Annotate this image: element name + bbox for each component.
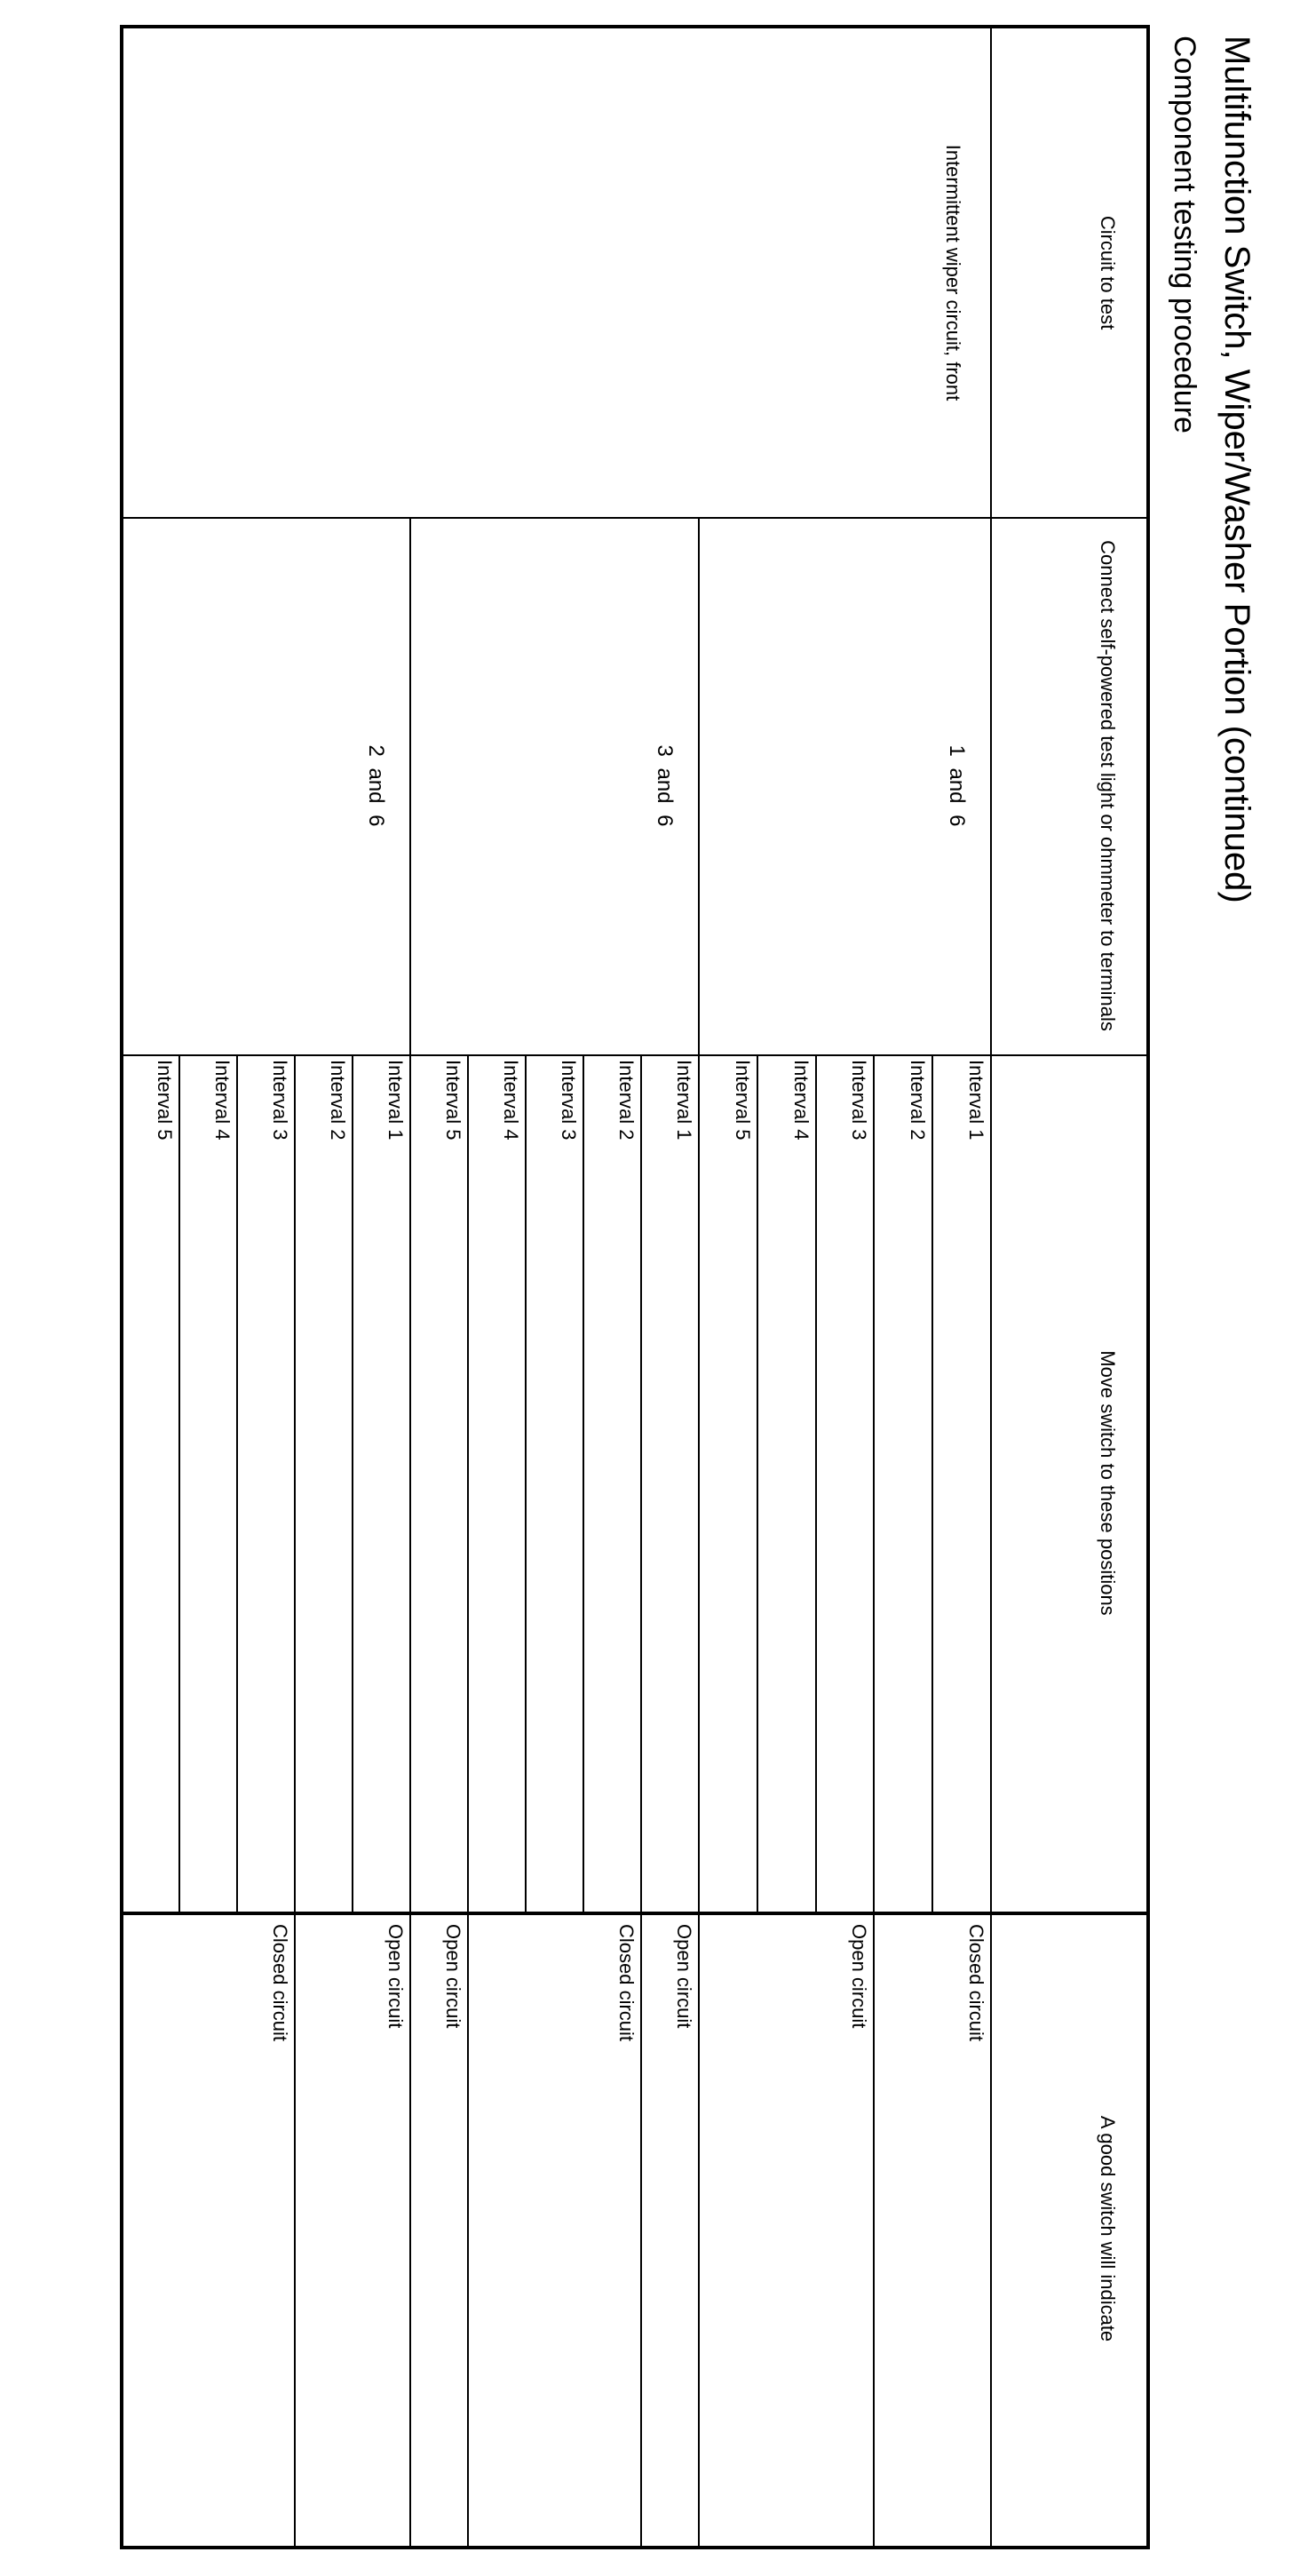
indication-cell: Closed circuit bbox=[615, 1924, 638, 2042]
position-cell: Interval 4 bbox=[500, 1060, 522, 1141]
indication-cell: Open circuit bbox=[442, 1924, 464, 2029]
indication-cell: Open circuit bbox=[384, 1924, 407, 2029]
position-cell: Interval 1 bbox=[965, 1060, 987, 1141]
header-terminals: Connect self-powered test light or ohmmeter to terminals bbox=[1097, 540, 1119, 1031]
page-title: Multifunction Switch, Wiper/Washer Portion (continued) bbox=[1217, 36, 1256, 903]
position-cell: Interval 3 bbox=[558, 1060, 580, 1141]
position-cell: Interval 3 bbox=[269, 1060, 291, 1141]
position-cell: Interval 4 bbox=[211, 1060, 234, 1141]
terminal-cell: 2 and 6 bbox=[364, 744, 388, 827]
header-positions: Move switch to these positions bbox=[1097, 1350, 1119, 1616]
component-test-table bbox=[120, 25, 1150, 2549]
circuit-cell: Intermittent wiper circuit, front bbox=[942, 144, 964, 402]
indication-cell: Closed circuit bbox=[269, 1924, 291, 2042]
header-indicate: A good switch will indicate bbox=[1097, 2115, 1119, 2342]
position-cell: Interval 5 bbox=[732, 1060, 754, 1141]
position-cell: Interval 2 bbox=[907, 1060, 929, 1141]
position-cell: Interval 3 bbox=[848, 1060, 870, 1141]
position-cell: Interval 1 bbox=[384, 1060, 407, 1141]
indication-cell: Open circuit bbox=[848, 1924, 870, 2029]
position-cell: Interval 5 bbox=[154, 1060, 176, 1141]
indication-cell: Closed circuit bbox=[965, 1924, 987, 2042]
position-cell: Interval 1 bbox=[673, 1060, 695, 1141]
position-cell: Interval 2 bbox=[615, 1060, 638, 1141]
header-circuit: Circuit to test bbox=[1097, 215, 1119, 330]
terminal-cell: 3 and 6 bbox=[653, 744, 677, 827]
indication-cell: Open circuit bbox=[673, 1924, 695, 2029]
page-subtitle: Component testing procedure bbox=[1168, 36, 1201, 433]
position-cell: Interval 5 bbox=[442, 1060, 464, 1141]
position-cell: Interval 4 bbox=[790, 1060, 812, 1141]
terminal-cell: 1 and 6 bbox=[945, 744, 969, 827]
position-cell: Interval 2 bbox=[327, 1060, 349, 1141]
